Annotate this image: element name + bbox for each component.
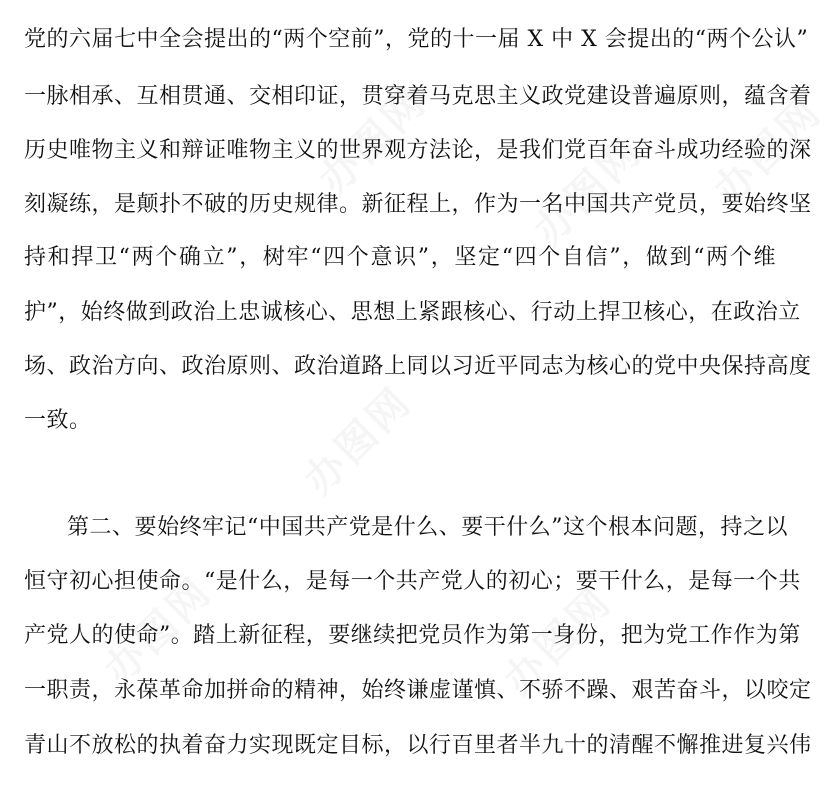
watermark: 办图网: [295, 378, 422, 504]
text-line: 一致。: [24, 408, 92, 433]
watermark: 办图网: [95, 568, 222, 694]
text-line: 青山不放松的执着奋力实现既定目标，以行百里者半九十的清醒不懈推进复兴伟: [24, 733, 812, 758]
text-line: 第二、要始终牢记“中国共产党是什么、要干什么”这个根本问题，持之以: [67, 515, 788, 540]
watermark: 办图网: [525, 128, 652, 254]
text-line: 党的六届七中全会提出的“两个空前”，党的十一届 X 中 X 会提出的“两个公认”: [24, 27, 809, 52]
text-line: 护”，始终做到政治上忠诚核心、思想上紧跟核心、行动上捍卫核心，在政治立: [24, 300, 801, 325]
text-line: 恒守初心担使命。“是什么，是每一个共产党人的初心；要干什么，是每一个共: [24, 569, 801, 594]
watermark: 办图网: [495, 578, 622, 704]
watermark: 办图网: [705, 88, 832, 214]
text-line: 场、政治方向、政治原则、政治道路上同以习近平同志为核心的党中央保持高度: [24, 354, 812, 379]
text-line: 产党人的使命”。踏上新征程，要继续把党员作为第一身份，把为党工作作为第: [24, 623, 801, 648]
text-line: 持和捍卫“两个确立”，树牢“四个意识”，坚定“四个自信”，做到“两个维: [24, 245, 776, 270]
text-line: 一职责，永葆革命加拼命的精神，始终谦虚谨慎、不骄不躁、艰苦奋斗，以咬定: [24, 678, 812, 703]
text-line: 刻凝练，是颠扑不破的历史规律。新征程上，作为一名中国共产党员，要始终坚: [24, 192, 812, 217]
text-line: 一脉相承、互相贯通、交相印证，贯穿着马克思主义政党建设普遍原则，蕴含着: [24, 84, 812, 109]
text-line: 历史唯物主义和辩证唯物主义的世界观方法论，是我们党百年奋斗成功经验的深: [24, 138, 812, 163]
watermark: 办图网: [310, 78, 437, 204]
